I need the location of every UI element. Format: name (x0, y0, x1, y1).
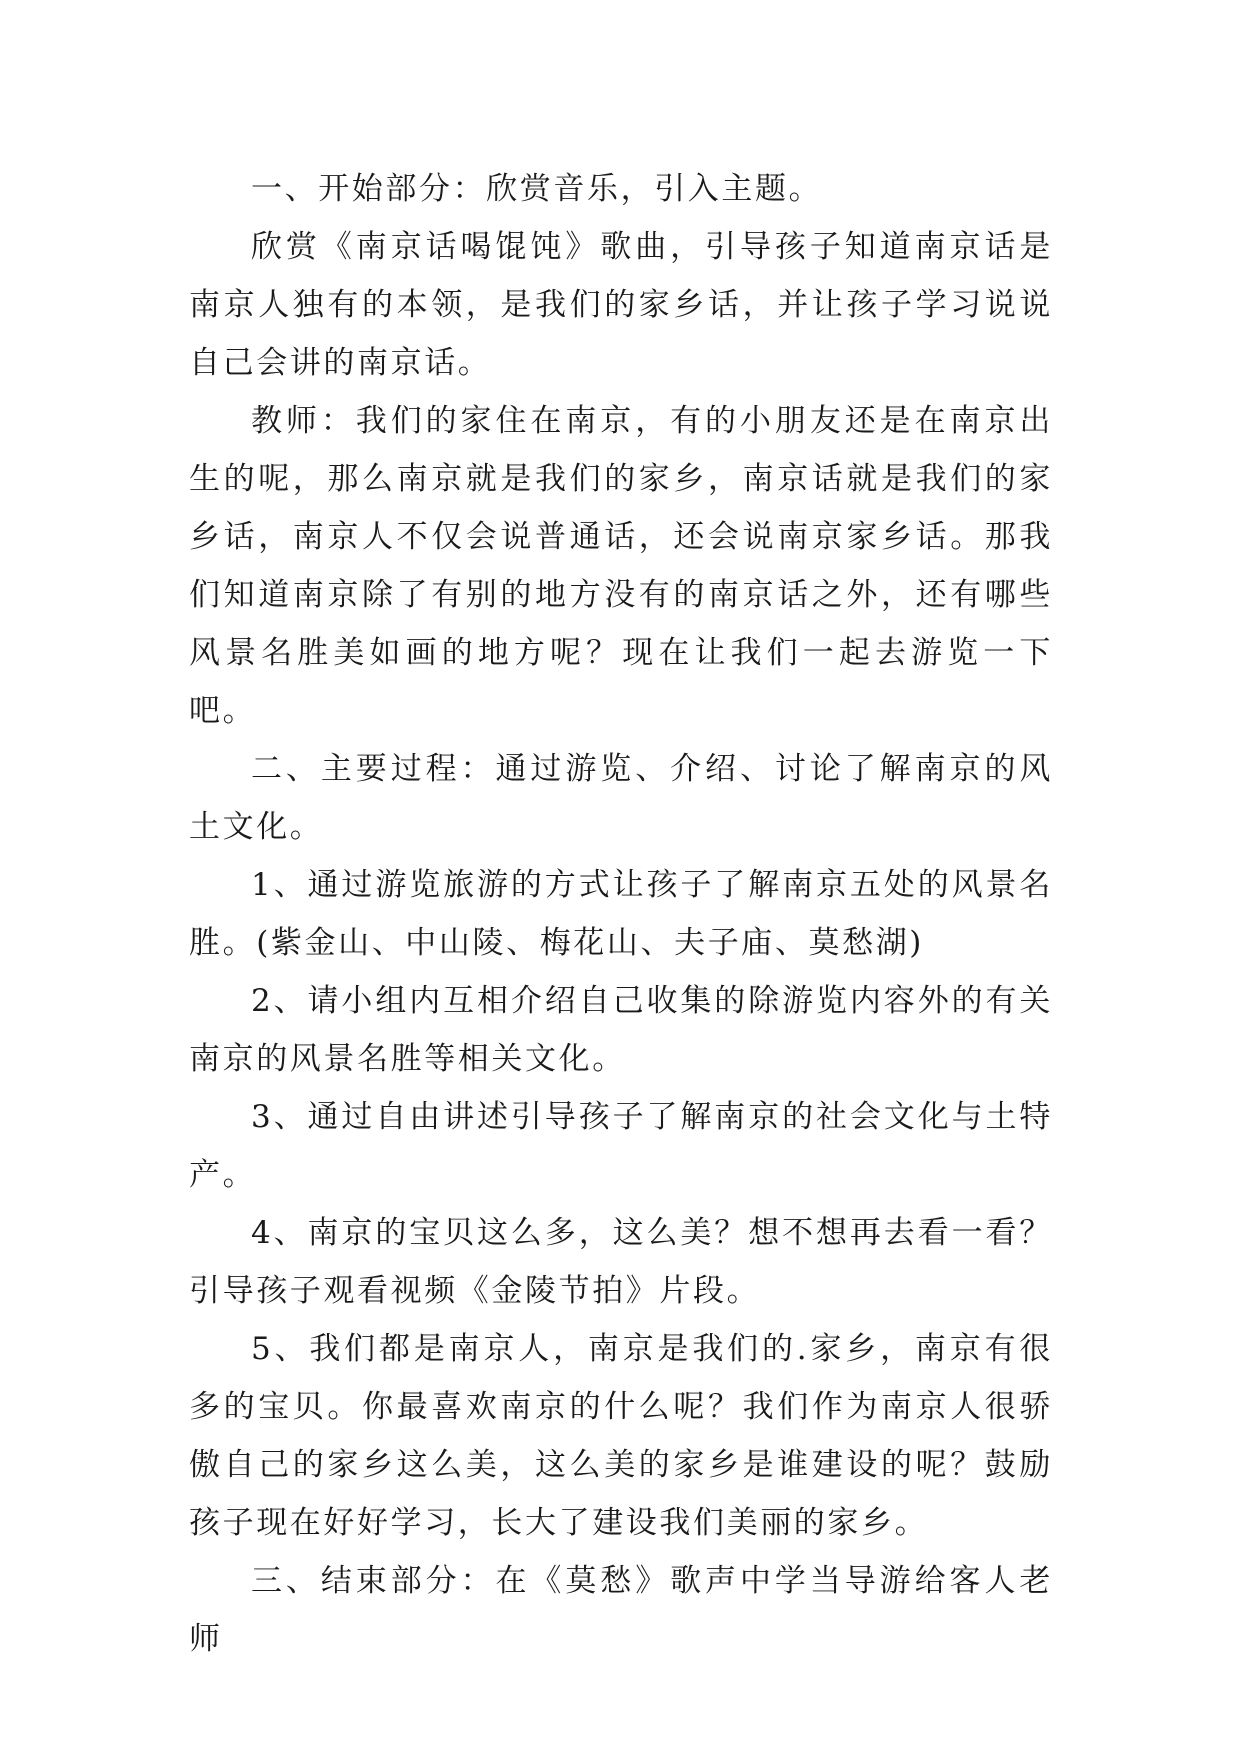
paragraph-song-intro: 欣赏《南京话喝馄饨》歌曲，引导孩子知道南京话是南京人独有的本领，是我们的家乡话，并让孩子学习说说自己会讲的南京话。 (189, 229, 1053, 381)
paragraph-section-two-heading: 二、主要过程：通过游览、介绍、讨论了解南京的风土文化。 (189, 751, 1053, 845)
paragraph-step-1: 1、通过游览旅游的方式让孩子了解南京五处的风景名胜。(紫金山、中山陵、梅花山、夫子庙、莫愁湖) (189, 867, 1053, 961)
paragraph-step-5: 5、我们都是南京人，南京是我们的.家乡，南京有很多的宝贝。你最喜欢南京的什么呢？我们作为南京人很骄傲自己的家乡这么美，这么美的家乡是谁建设的呢？鼓励孩子现在好好学习，长大了建设我们美丽的家乡。 (189, 1331, 1053, 1541)
paragraph-section-one-heading: 一、开始部分：欣赏音乐，引入主题。 (251, 171, 823, 207)
document-body (189, 160, 1053, 1668)
paragraph-step-3: 3、通过自由讲述引导孩子了解南京的社会文化与土特产。 (189, 1099, 1053, 1193)
paragraph-step-4: 4、南京的宝贝这么多，这么美？想不想再去看一看？引导孩子观看视频《金陵节拍》片段。 (189, 1215, 1053, 1309)
paragraph-teacher-speech: 教师：我们的家住在南京，有的小朋友还是在南京出生的呢，那么南京就是我们的家乡，南京话就是我们的家乡话，南京人不仅会说普通话，还会说南京家乡话。那我们知道南京除了有别的地方没有的南京话之外，还有哪些风景名胜美如画的地方呢？现在让我们一起去游览一下吧。 (189, 403, 1053, 729)
paragraph-step-2: 2、请小组内互相介绍自己收集的除游览内容外的有关南京的风景名胜等相关文化。 (189, 983, 1053, 1077)
paragraph-section-three-heading: 三、结束部分：在《莫愁》歌声中学当导游给客人老师 (189, 1563, 1053, 1657)
